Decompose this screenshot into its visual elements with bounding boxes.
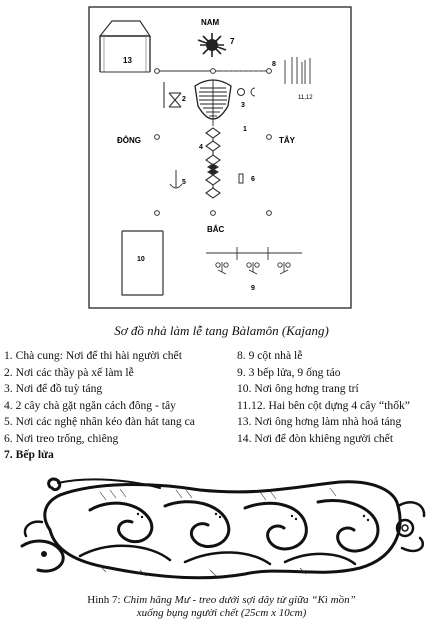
area-5-musicians (170, 170, 182, 188)
legend-left-column (4, 349, 195, 462)
area-4-partition (206, 128, 220, 198)
legend-item-11-12: 11.12. Hai bên cột dựng 4 cây “thốk” (237, 398, 410, 412)
pillar (155, 135, 160, 140)
figure-caption (0, 594, 443, 620)
marker-8: 8 (272, 61, 276, 68)
area-3-grave-goods (238, 88, 256, 96)
pillar (267, 135, 272, 140)
area-10-decoration (122, 231, 163, 295)
area-11-12-poles (285, 57, 310, 84)
legend-item-6: 6. Nơi treo trống, chiêng (4, 431, 119, 445)
legend-item-8: 8. 9 cột nhà lễ (237, 349, 303, 362)
legend-item-7: 7. Bếp lửa (4, 448, 54, 461)
pillar (267, 211, 272, 216)
marker-3: 3 (241, 102, 245, 109)
direction-west: ĐÔNG (117, 136, 141, 145)
direction-south: BẮC (207, 225, 225, 234)
marker-13: 13 (123, 56, 132, 65)
marker-4: 4 (199, 144, 203, 151)
marker-5: 5 (182, 179, 186, 186)
pillar (267, 69, 272, 74)
legend-item-1: 1. Chà cung: Nơi để thi hài người chết (4, 349, 182, 362)
pillar (155, 211, 160, 216)
legend-item-10: 10. Nơi ông hơng trang trí (237, 382, 359, 395)
legend-item-5: 5. Nơi các nghệ nhân kéo đàn hát tang ca (4, 415, 195, 428)
pillar (211, 211, 216, 216)
area-9-stoves (206, 247, 302, 274)
legend-item-2: 2. Nơi các thầy pà xế làm lễ (4, 365, 134, 379)
legend-item-9: 9. 3 bếp lửa, 9 ống táo (237, 365, 341, 379)
figure-caption-line-2: xuống bụng người chết (25cm x 10cm) (136, 607, 307, 619)
pillar (211, 69, 216, 74)
pillar (155, 69, 160, 74)
marker-2: 2 (182, 96, 186, 103)
marker-10: 10 (137, 256, 145, 263)
area-6-gong-drum (239, 174, 243, 183)
legend-right-column (237, 349, 410, 446)
legend-item-14: 14. Nơi để đòn khiêng người chết (237, 431, 394, 445)
figure-description: Chim hăng Mư - treo dưới sợi dây từ giữa “Kì mồn” (123, 594, 356, 606)
marker-9: 9 (251, 285, 255, 292)
area-2-priest-stand (164, 82, 181, 108)
marker-11-12: 11,12 (298, 95, 313, 101)
marker-7: 7 (230, 37, 235, 46)
fire-icon (198, 33, 226, 57)
marker-1: 1 (243, 126, 247, 133)
bird-eye-icon (41, 551, 47, 557)
legend-item-4: 4. 2 cây chà gặt ngăn cách đông - tây (4, 398, 176, 412)
direction-north: NAM (201, 18, 220, 27)
legend-item-13: 13. Nơi ông hơng làm nhà hoả táng (237, 415, 402, 428)
diagram-caption: Sơ đồ nhà làm lễ tang Bàlamôn (Kajang) (114, 323, 329, 338)
figure-number: Hình 7: (87, 594, 124, 606)
marker-6: 6 (251, 176, 255, 183)
area-1-body-shrine (195, 80, 231, 126)
hang-mu-bird-illustration (0, 470, 443, 590)
legend-item-3: 3. Nơi để đồ tuỳ táng (4, 382, 103, 395)
figure-caption-line-1 (0, 594, 443, 607)
direction-east: TÂY (279, 136, 295, 145)
